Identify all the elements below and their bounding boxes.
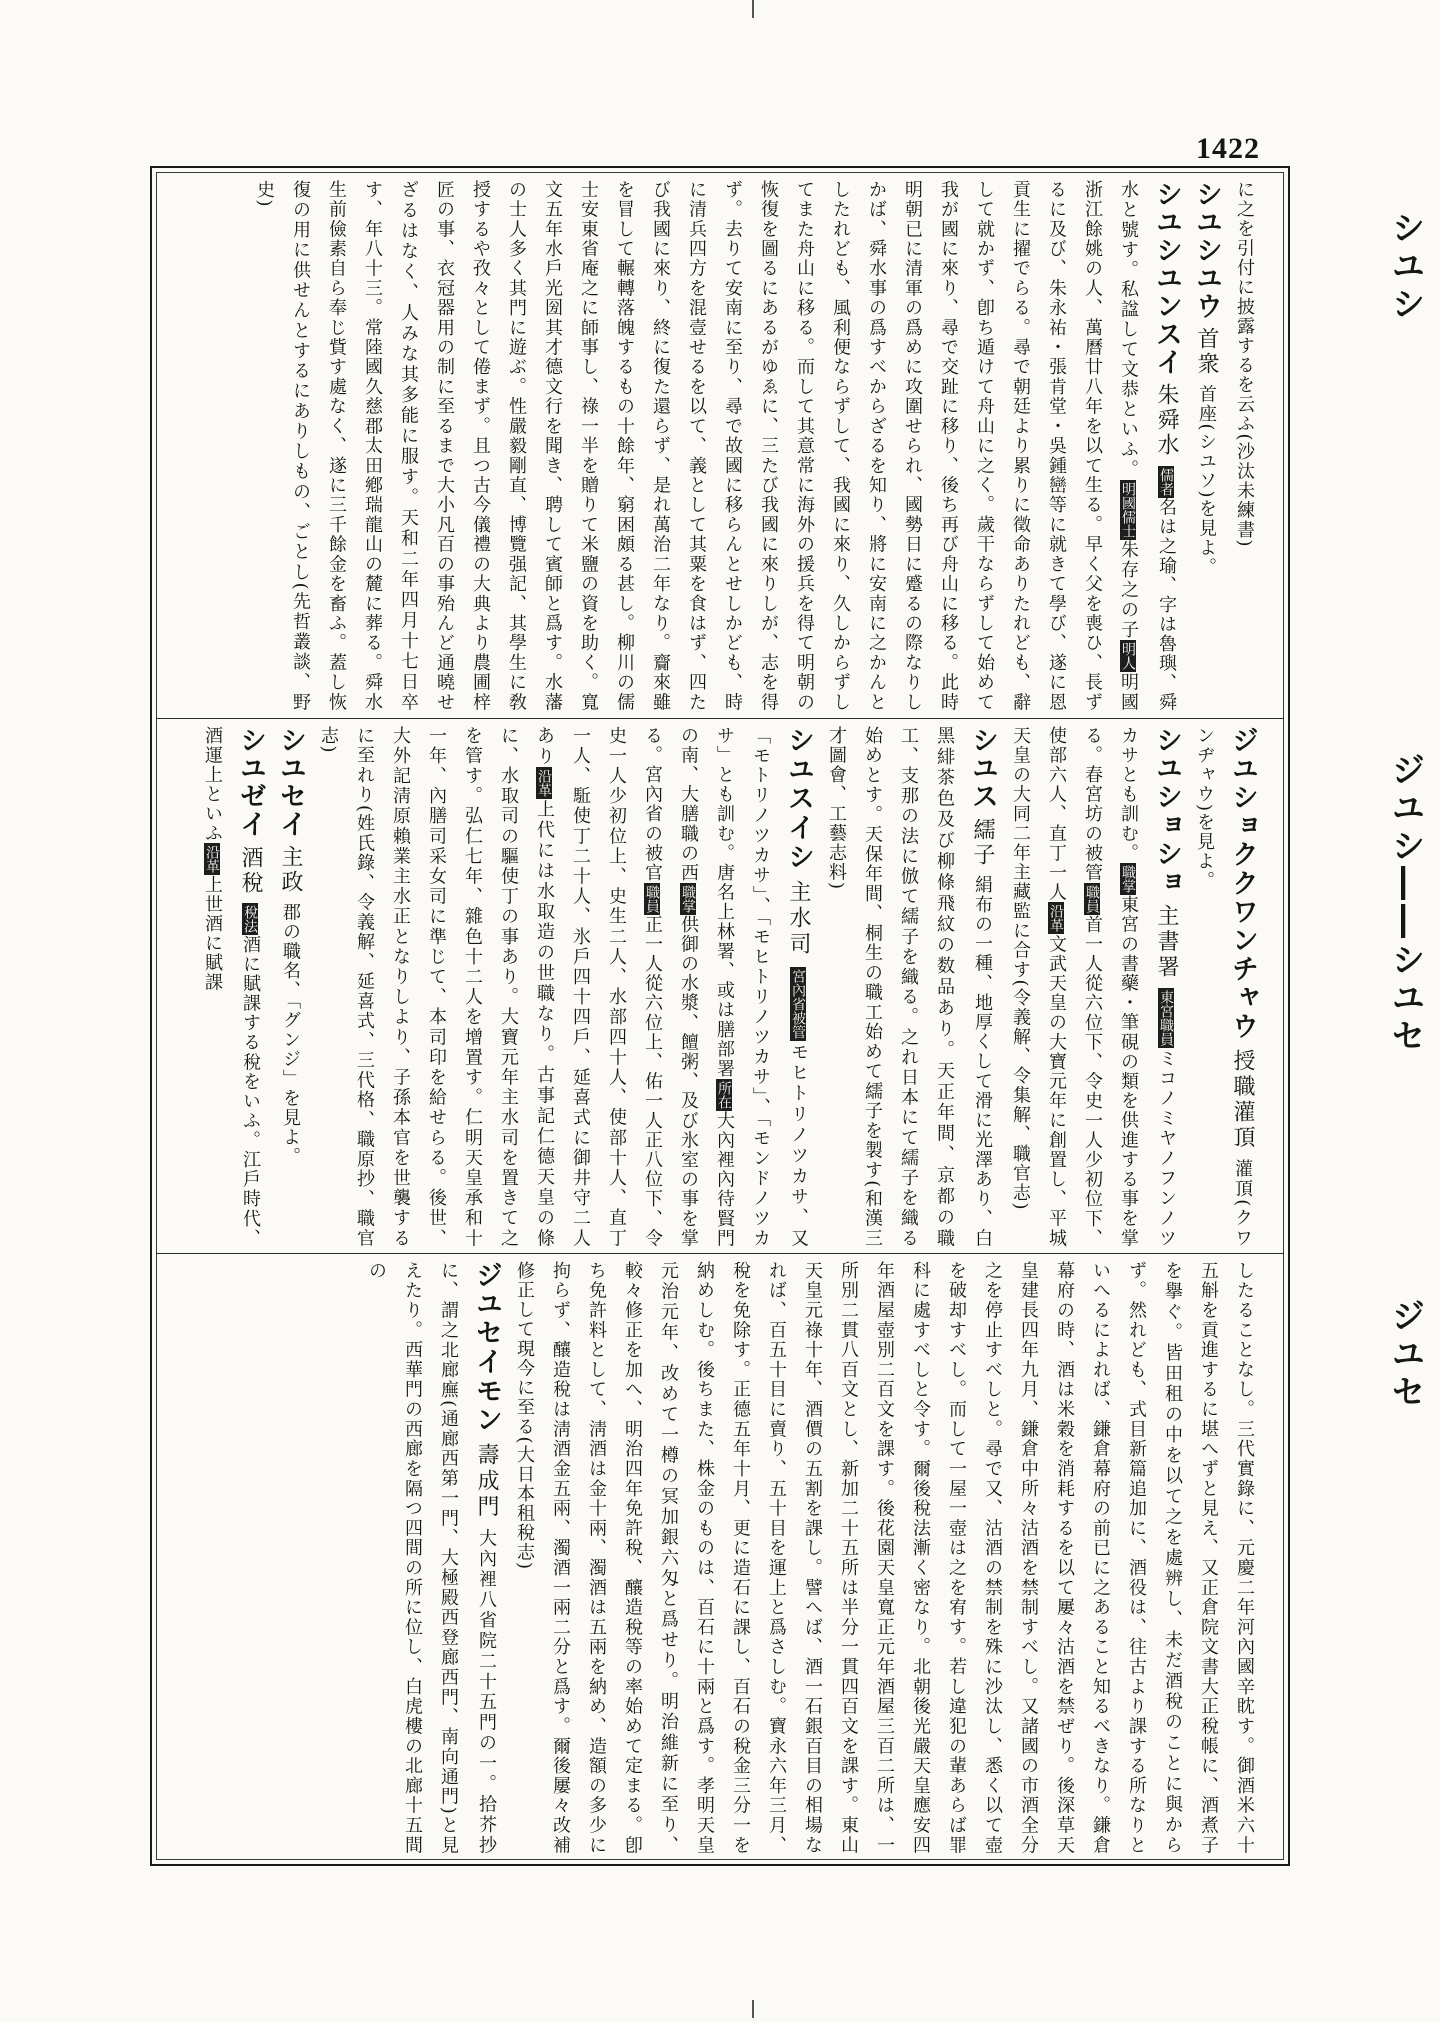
category-tag: 沿革 <box>204 845 220 873</box>
entry-heading: シユショショ <box>1151 726 1182 897</box>
entry-body: 朱存之の子 <box>1118 539 1139 641</box>
entry-title: 首衆 <box>1194 327 1219 378</box>
category-tag: 明國儒士 <box>1120 481 1136 538</box>
category-tag: 宮內省被管 <box>790 969 806 1040</box>
entry-heading: シユセイ <box>275 726 306 838</box>
entry-body: 絹布の一種、地厚くして滑に光澤あり、白黑緋茶色及び柳條飛紋の数品あり。天正年間、京都の職工、支那の法に倣て繻子を織る。之れ日本にて繻子を織る始めとす。天保年間、桐生の職工始めて繻子を製す(和漢三才圖會、工藝志料) <box>826 726 993 1248</box>
entry-title: 壽成門 <box>474 1442 499 1521</box>
entry-title: 酒稅 <box>238 845 263 896</box>
entry-heading: ジユセイモン <box>471 1261 502 1435</box>
entry-shuzei <box>194 726 270 1248</box>
category-tag: 職員 <box>1084 884 1100 913</box>
section-divider <box>156 1253 1284 1254</box>
entry-body: 灌頂(クワンヂャウ)を見よ。 <box>1194 726 1253 1248</box>
category-tag: 職掌 <box>680 884 696 913</box>
entry-body: 名は之瑜、字は魯璵、舜水と號す。私諡して文恭といふ。 <box>1118 180 1177 712</box>
section-divider <box>156 718 1284 719</box>
entry-heading: シユス <box>967 726 998 811</box>
section-3 <box>162 1261 1262 1855</box>
entry-body: 大內裡內待賢門の南、大膳職の西 <box>678 726 735 1248</box>
section-1 <box>162 180 1262 712</box>
category-tag: 職員 <box>644 884 660 913</box>
entry-body: ミコノミヤノフンノツカサとも訓む。 <box>1118 726 1177 1248</box>
entry-heading: ジユショククワンチャウ <box>1227 726 1258 1041</box>
entry-shusei <box>270 726 310 1248</box>
side-heading-2: ジユシ――シユセ <box>1385 752 1425 1056</box>
entry-body: 酒に賦課する稅をいふ。江戶時代、酒運上といふ <box>202 726 261 1248</box>
entry-body: 上代には水取造の世職なり。古事記仁德天皇の條に、水取司の驅使丁の事あり。大寶元年主水司を置きて之を管す。弘仁七年、雜色十二人を增置す。仁明天皇承和十一年、內膳司采女司に準じて、本司印を給せらる。後世、大外記淸原賴業主水正となりしより、子孫本官を世襲するに至れり(姓氏錄、令義解、延喜式、三代格、職原抄、職官志) <box>318 726 555 1248</box>
category-tag: 稅法 <box>242 905 258 933</box>
entry-body: 供御の水漿、饘粥、及び氷室の事を掌る。宮內省の被官 <box>642 726 699 1248</box>
entry-title: 主政 <box>278 845 303 896</box>
entry-shushuu <box>1186 180 1226 712</box>
gutter-mark-top <box>752 0 754 18</box>
entry-heading: シユシユウ <box>1191 180 1222 320</box>
section-2 <box>162 726 1262 1248</box>
entry-body: 首座(シユソ)を見よ。 <box>1196 384 1217 578</box>
entry-title: 繻子 <box>970 817 995 868</box>
entry-heading: シユゼイ <box>235 726 266 839</box>
entry-title: 朱舜水 <box>1154 383 1179 459</box>
entry-body: 首一人從六位下、令史一人少初位下、使部六人、直丁一人 <box>1046 726 1103 1248</box>
entry-body: 大內裡八省院二十五門の一。拾芥抄に、謂之北廊廡(通廊西第一門、大極殿西登廊西門、南向通門)と見えたり。西華門の西廊を隔つ四間の所に位し、白虎樓の北廊十五間の <box>366 1261 497 1855</box>
entry-jushokukanjou <box>1186 726 1262 1248</box>
entry-body: したることなし。三代實錄に、元慶二年河內國辛眈す。御酒米六十五斛を貢進するに堪へずと見え、又正倉院文書大正稅帳に、酒煮子を擧ぐ。皆田租の中を以て之を處辨し、未だ酒稅のことに與からず。然れども、式目新篇追加に、酒役は、往古より課する所なりといへるによれば、鎌倉幕府の前已に之あること知るべきなり。鎌倉幕府の時、酒は米穀を消耗するを以て屢々沽酒を禁ぜり。後深草天皇建長四年九月、鎌倉中所々沽酒を禁制すべし。又諸國の市酒全分之を停止すべしと。尋で又、沽酒の禁制を殊に沙汰し、悉く以て壺を破却すべし。而して一屋一壺は之を宥す。若し違犯の輩あらば罪科に處すべしと令す。爾後稅法漸く密なり。北朝後光嚴天皇應安四年酒屋壺別二百文を課す。後花園天皇寬正元年酒屋三百二所は、一所別二貫八百文とし、新加二十五所は半分一貫四百文を課す。東山天皇元祿十年、酒價の五割を課し。譬へば、酒一石銀百目の相場なれば、百五十目に賣り、五十目を運上と爲さしむ。寶永六年三月、稅を免除す。正德五年十月、更に造石に課し、百石の稅金三分一を納めしむ。後ちまた、株金のものは、百石に十兩と爲す。孝明天皇元治元年、改めて一樽の冥加銀六匁と爲せり。明治維新に至り、較々修正を加へ、明治四年免許稅、釀造稅等の率始めて定まる。卽ち免許料として、淸酒は金十兩、濁酒は五兩を納め、造額の多少に拘らず、釀造稅は淸酒金五兩、濁酒一兩二分と爲す。爾後屢々改補修正して現今に至る(大日本租稅志) <box>514 1261 1255 1855</box>
side-heading-1: シユシ <box>1385 210 1425 324</box>
page-number: 1422 <box>1196 132 1260 165</box>
entry-body: 明國浙江餘姚の人、萬曆廿八年を以て生る。早く父を喪ひ、長ずるに及び、朱永祐・張肯堂・吳鍾巒等に就きて學び、遂に恩貢生に擢でらる。尋で朝廷より累りに徵命ありたれども、辭して就かず、卽ち遁けて舟山に之く。歲干ならずして始めて我が國に來り、尋で交趾に移り、後ち再び舟山に移る。此時明朝已に清軍の爲めに攻圍せられ、國勢日に蹙るの際なりしかば、舜水事の爲すべからざるを知り、將に安南に之かんとしたれども、風利便ならずして、我國に來り、久しからずしてまた舟山に移る。而して其意常に海外の援兵を得て明朝の恢復を圖るにあるがゆゑに、三たび我國に來りしが、志を得ず。去りて安南に至り、尋で故國に移らんとせしかども、時に清兵四方を混壹せるを以て、義として其粟を食はず、四たび我國に來り、終に復た還らず、是れ萬治二年なり。齎來雖を冒して輾轉落魄するもの十餘年、窮困頗る甚し。柳川の儒士安東省庵之に師事し、祿一半を贈りて米鹽の資を助く。寬文五年水戶光圀其才德文行を聞き、聘して賓師と爲す。水藩の士人多く其門に遊ぶ。性嚴毅剛直、博覽强記、其學生に敎授するや孜々として倦まず。且つ古今儀禮の大典より農圃梓匠の事、衣冠器用の制に至るまで大小凡百の事殆んど通曉せざるはなく、人みな其多能に服す。天和二年四月十七日卒す、年八十三。常陸國久慈郡太田鄕瑞龍山の麓に葬る。舜水生前儉素自ら奉じ貲す處なく、遂に三千餘金を畜ふ。蓋し恢復の用に供せんとするにありしもの、ごとし(先哲叢談、野史) <box>254 180 1139 712</box>
category-tag: 沿革 <box>1048 904 1064 933</box>
entry-shuzei-continued <box>506 1261 1262 1855</box>
entry-shusu <box>818 726 1002 1248</box>
entry-title: 授職灌頂 <box>1230 1048 1255 1152</box>
entry-title: 主書署 <box>1154 904 1179 981</box>
gutter-mark-bottom <box>752 2000 754 2018</box>
entry-body: 文武天皇の大寶元年に創置し、平城天皇の大同二年主藏監に合す(令義解、令集解、職官志) <box>1010 726 1067 1248</box>
category-tag: 沿革 <box>536 768 552 797</box>
category-tag: 儒者 <box>1158 467 1174 496</box>
entry-body: 東宮の書藥・筆硯の類を供進する事を掌る。春宮坊の被管 <box>1082 726 1139 1248</box>
entry-heading: シユシユンスイ <box>1151 180 1182 377</box>
entry-juseimon <box>358 1261 506 1855</box>
entry-heading: シユスイシ <box>783 726 814 872</box>
category-tag: 明人 <box>1120 642 1136 671</box>
category-tag: 職掌 <box>1120 865 1136 894</box>
entry-shushunsui <box>246 180 1186 712</box>
entry-body: モヒトリノツカサ、又「モトリノツカサ」、「モヒトリノツカサ」、「モンドノツカサ」とも訓む。唐名上林署、或は膳部署 <box>714 726 809 1248</box>
entry-body: 上世酒に賦課 <box>202 875 223 992</box>
category-tag: 所在 <box>716 1080 732 1109</box>
side-heading-3: ジユセ <box>1385 1298 1425 1412</box>
entry-title: 主水司 <box>786 880 811 959</box>
category-tag: 東宮職員 <box>1158 990 1174 1047</box>
entry-body: 正一人從六位上、佑一人正八位下、令史一人少初位上、史生二人、水部四十人、使部十人、直丁一人、駈使丁二十人、氷戶四十四戶、延喜式に御井守二人あり <box>534 726 663 1248</box>
entry-shusuishi <box>310 726 818 1248</box>
section-1-intro: に之を引付に披露するを云ふ(沙汰未練書) <box>1234 180 1255 549</box>
entry-shushosho <box>1002 726 1186 1248</box>
entry-body: 郡の職名、「グンジ」を見よ。 <box>280 902 301 1167</box>
